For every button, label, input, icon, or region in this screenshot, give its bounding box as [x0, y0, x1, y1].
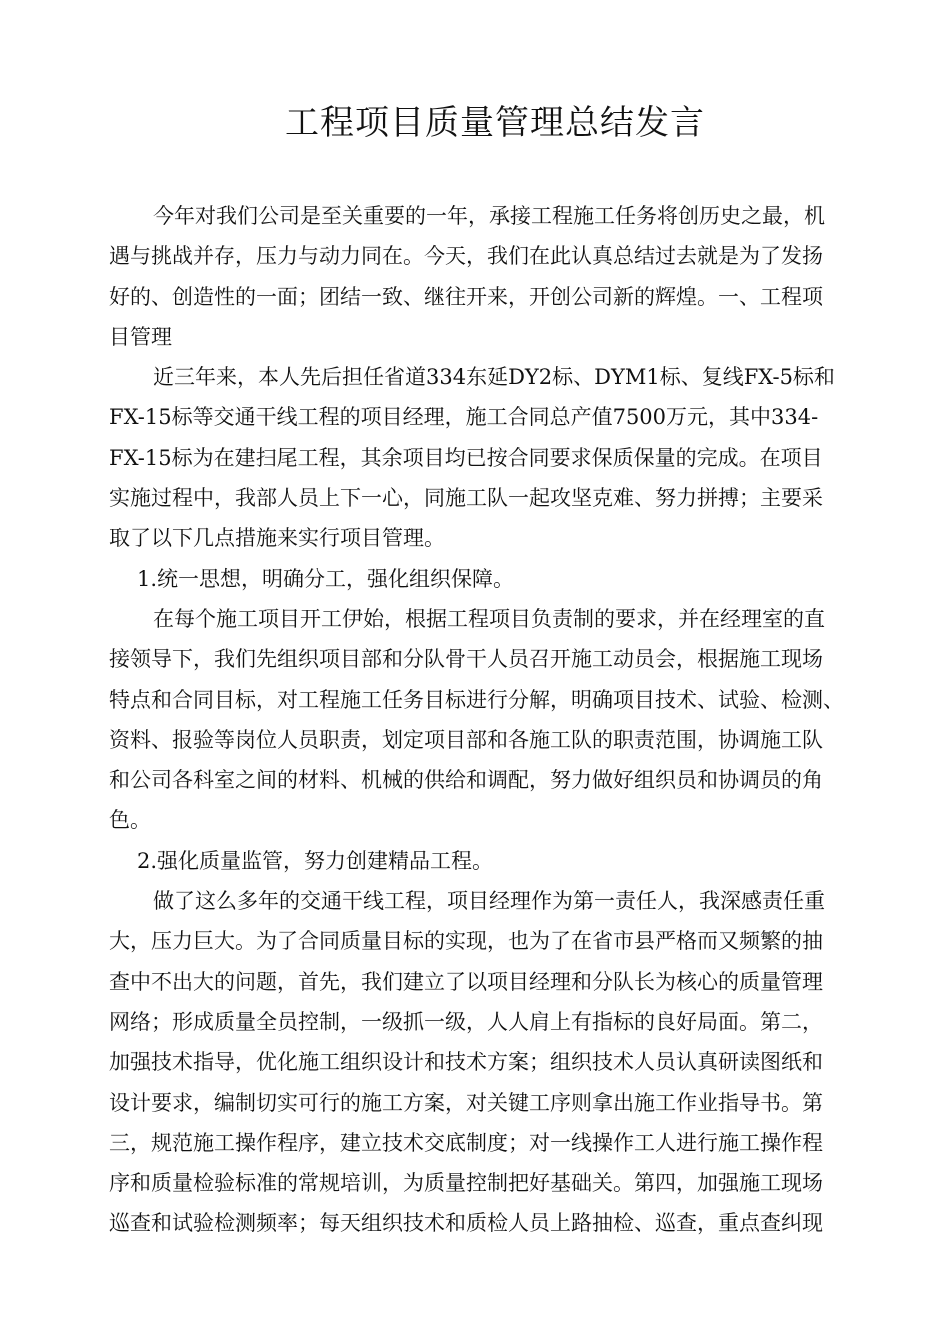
text-line: 色。 [109, 808, 151, 833]
text-line: 遇与挑战并存，压力与动力同在。今天，我们在此认真总结过去就是为了发扬 [109, 244, 823, 269]
text-line: 和公司各科室之间的材料、机械的供给和调配，努力做好组织员和协调员的角 [109, 768, 823, 793]
text-line: 序和质量检验标准的常规培训，为质量控制把好基础关。第四，加强施工现场 [109, 1171, 823, 1196]
text-line: 特点和合同目标，对工程施工任务目标进行分解，明确项目技术、试验、检测、 [109, 687, 844, 712]
text-line: 查中不出大的问题，首先，我们建立了以项目经理和分队长为核心的质量管理 [109, 969, 823, 994]
text-line: 大，压力巨大。为了合同质量目标的实现，也为了在省市县严格而又频繁的抽 [109, 929, 823, 954]
text-line: FX-15标等交通干线工程的项目经理，施工合同总产值7500万元，其中334- [109, 405, 819, 430]
text-line: 目管理 [109, 324, 172, 349]
text-line: 接领导下，我们先组织项目部和分队骨干人员召开施工动员会，根据施工现场 [109, 647, 823, 672]
text-line: FX-15标为在建扫尾工程，其余项目均已按合同要求保质保量的完成。在项目 [109, 445, 823, 470]
text-line: 取了以下几点措施来实行项目管理。 [109, 526, 445, 551]
text-line: 设计要求，编制切实可行的施工方案，对关键工序则拿出施工作业指导书。第 [109, 1090, 823, 1115]
text-line: 1.统一思想，明确分工，强化组织保障。 [137, 566, 515, 591]
text-line: 在每个施工项目开工伊始，根据工程项目负责制的要求，并在经理室的直 [153, 606, 825, 631]
text-line: 好的、创造性的一面；团结一致、继往开来，开创公司新的辉煌。一、工程项 [109, 284, 823, 309]
text-line: 巡查和试验检测频率；每天组织技术和质检人员上路抽检、巡查，重点查纠现 [109, 1211, 823, 1236]
text-line: 今年对我们公司是至关重要的一年，承接工程施工任务将创历史之最，机 [153, 204, 825, 228]
text-line: 三，规范施工操作程序，建立技术交底制度；对一线操作工人进行施工操作程 [109, 1130, 823, 1155]
text-line: 实施过程中，我部人员上下一心，同施工队一起攻坚克难、努力拼搏；主要采 [109, 486, 823, 511]
document-title: 工程项目质量管理总结发言 [285, 103, 705, 143]
text-line: 2.强化质量监管，努力创建精品工程。 [137, 848, 494, 873]
text-line: 做了这么多年的交通干线工程，项目经理作为第一责任人，我深感责任重 [153, 889, 825, 914]
text-line: 加强技术指导，优化施工组织设计和技术方案；组织技术人员认真研读图纸和 [109, 1050, 823, 1075]
document-body [109, 196, 881, 1244]
text-line: 资料、报验等岗位人员职责，划定项目部和各施工队的职责范围，协调施工队 [109, 727, 823, 752]
text-line: 网络；形成质量全员控制，一级抓一级，人人肩上有指标的良好局面。第二， [109, 1009, 823, 1034]
text-line: 近三年来，本人先后担任省道334东延DY2标、DYM1标、复线FX-5标和 [153, 365, 835, 390]
